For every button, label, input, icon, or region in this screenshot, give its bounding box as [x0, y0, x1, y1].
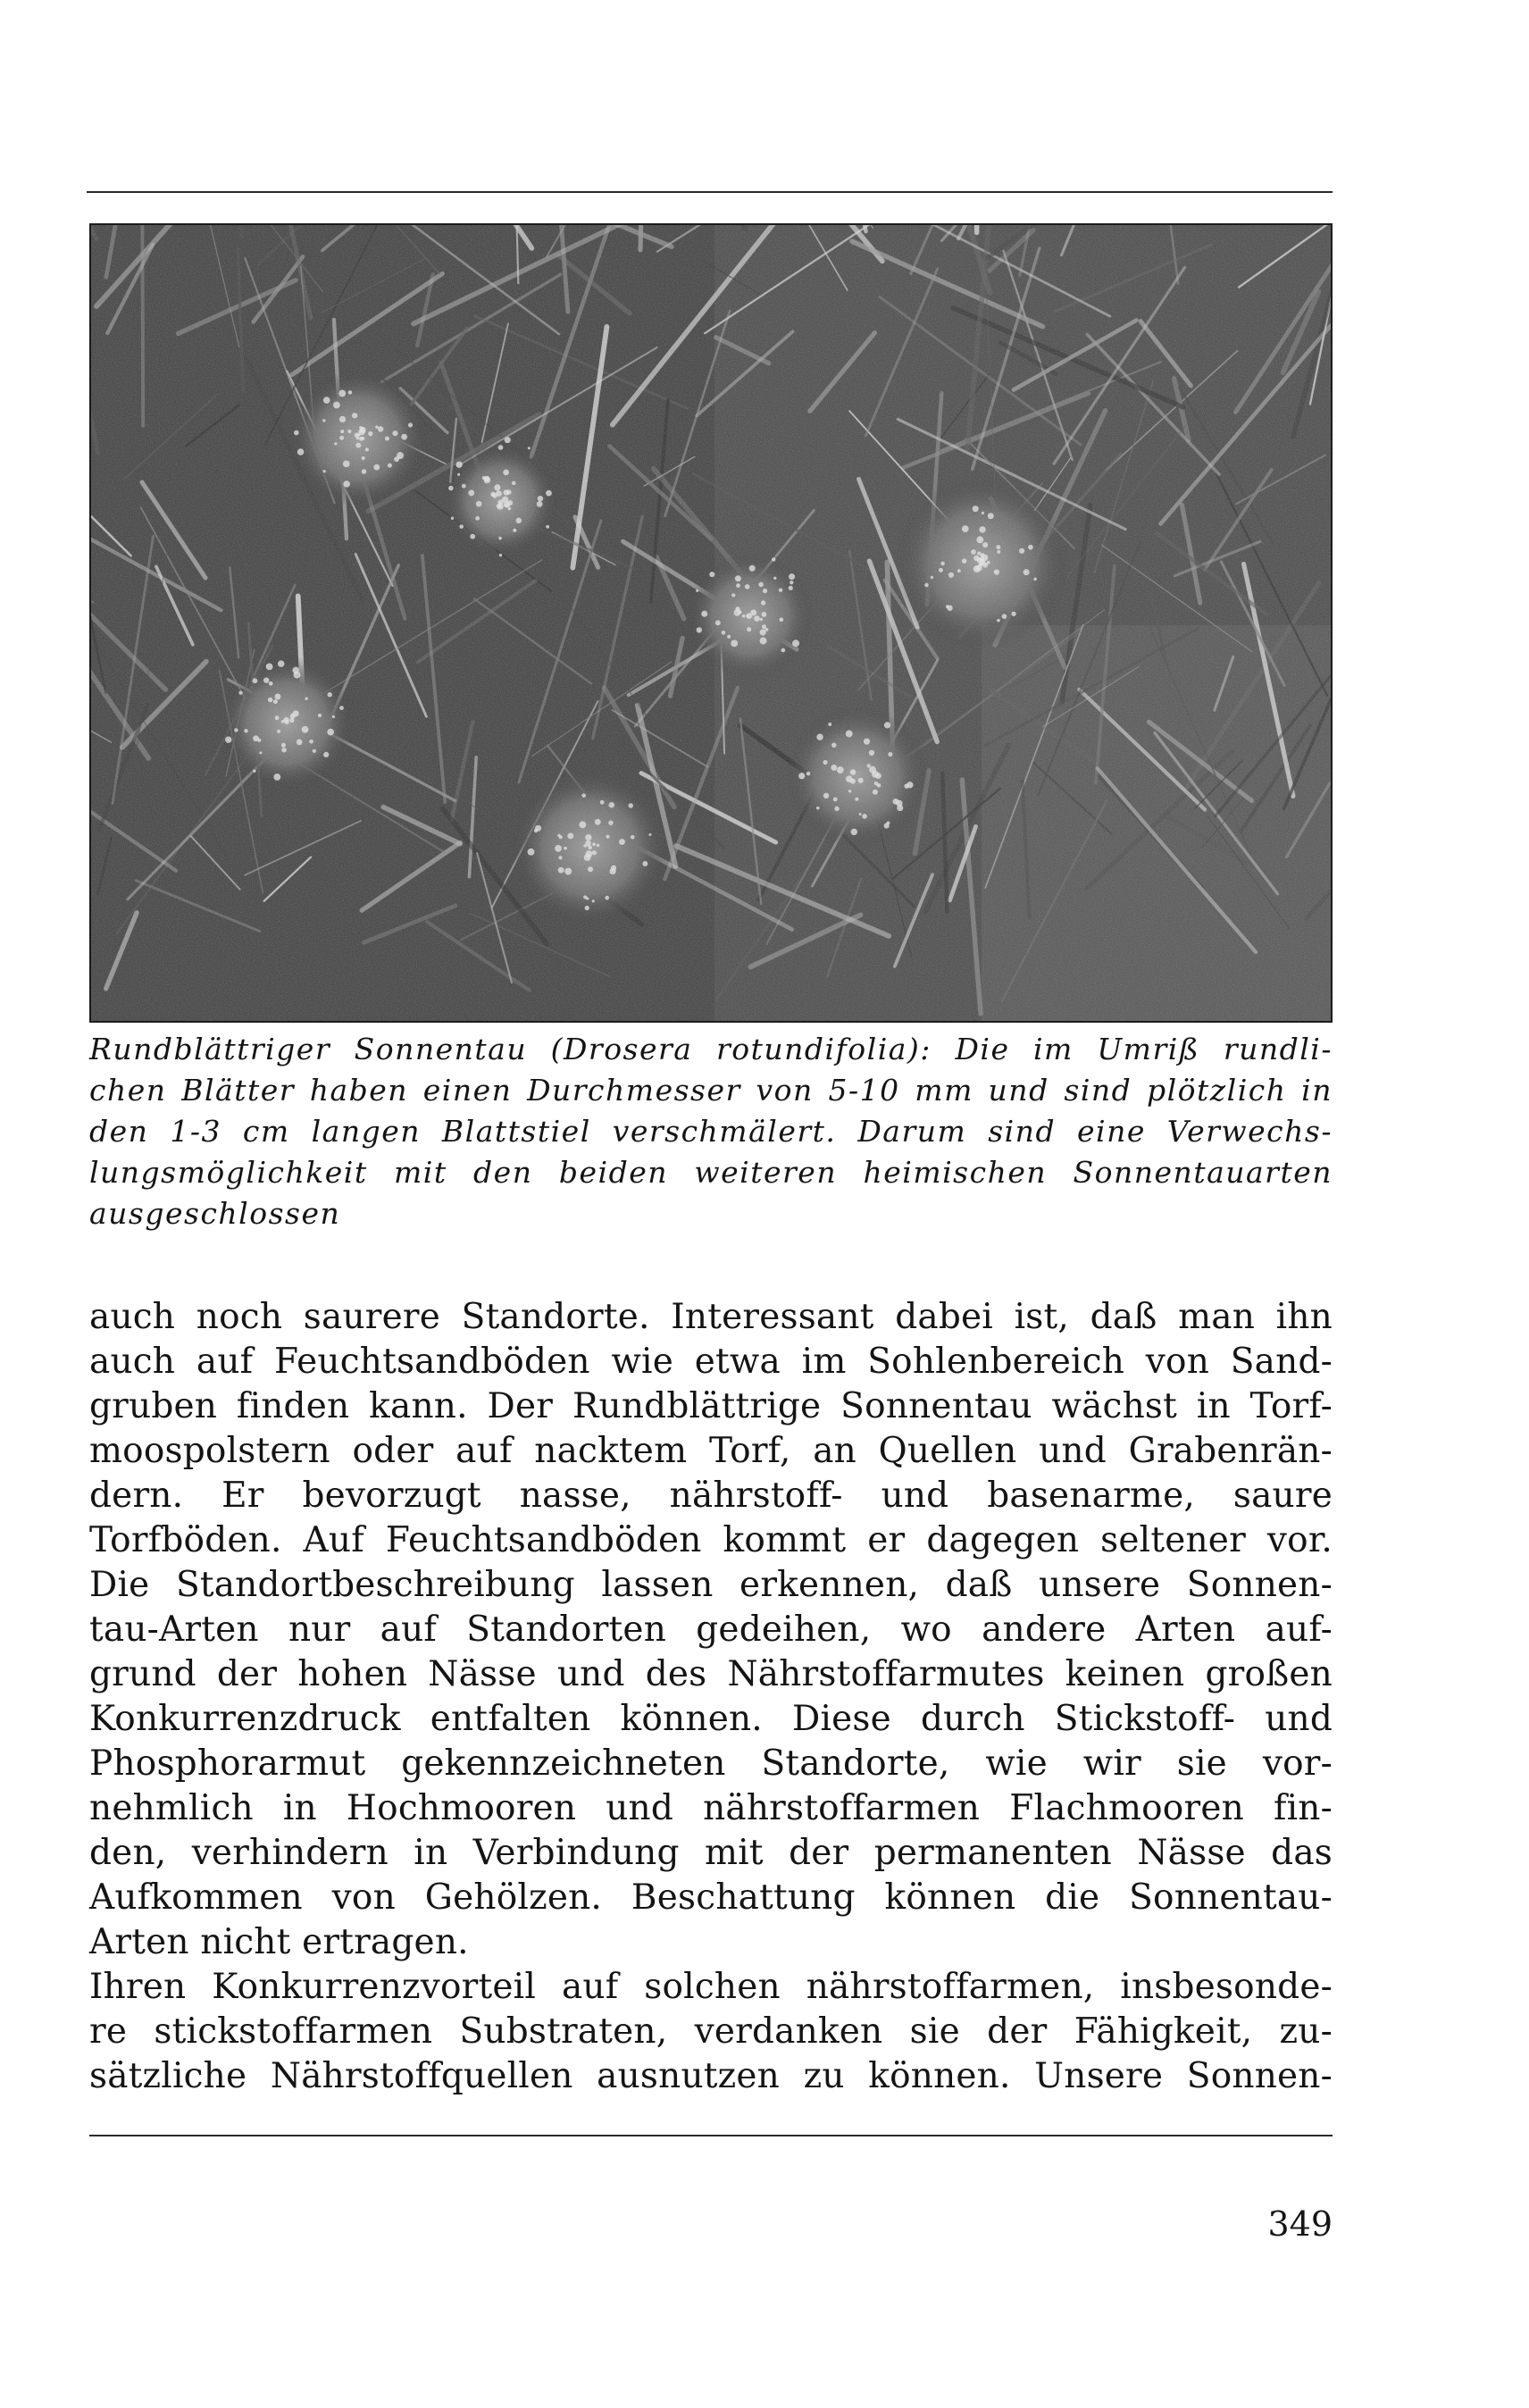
body-line: dern. Er bevorzugt nasse, nährstoff- und basenarme, saure	[89, 1476, 1333, 1516]
caption-line: chen Blätter haben einen Durchmesser von 5-10 mm und sind plötzlich in	[89, 1073, 1333, 1108]
body-line: Aufkommen von Gehölzen. Beschattung können die Sonnentau-	[89, 1877, 1333, 1918]
caption-line: ausgeschlossen	[89, 1196, 341, 1231]
body-line: Ihren Konkurrenzvorteil auf solchen nährstoffarmen, insbesonde-	[89, 1967, 1333, 2007]
body-line: auch noch saurere Standorte. Interessant dabei ist, daß man ihn	[89, 1297, 1333, 1337]
body-line: nehmlich in Hochmooren und nährstoffarmen Flachmooren fin-	[89, 1788, 1333, 1828]
photo-image	[91, 225, 1331, 1021]
body-line: Torfböden. Auf Feuchtsandböden kommt er dagegen seltener vor.	[89, 1520, 1333, 1560]
footer-rule	[89, 2135, 1333, 2136]
caption-line: den 1-3 cm langen Blattstiel verschmälert. Darum sind eine Verwechs-	[89, 1114, 1333, 1149]
body-line: Arten nicht ertragen.	[89, 1922, 469, 1962]
body-paragraphs	[89, 1295, 1333, 2099]
caption-line: Rundblättriger Sonnentau (Drosera rotundifolia): Die im Umriß rundli-	[89, 1032, 1333, 1066]
body-line: re stickstoffarmen Substraten, verdanken sie der Fähigkeit, zu-	[89, 2011, 1333, 2052]
body-line: gruben finden kann. Der Rundblättrige Sonnentau wächst in Torf-	[89, 1386, 1333, 1426]
body-line: moospolstern oder auf nacktem Torf, an Quellen und Grabenrän-	[89, 1431, 1333, 1471]
figure-caption	[89, 1029, 1333, 1234]
caption-line: lungsmöglichkeit mit den beiden weiteren heimischen Sonnentauarten	[89, 1155, 1333, 1190]
body-line: Konkurrenzdruck entfalten können. Diese durch Stickstoff- und	[89, 1699, 1333, 1739]
body-line: Phosphorarmut gekennzeichneten Standorte, wie wir sie vor-	[89, 1743, 1333, 1784]
page-number: 349	[1267, 2204, 1333, 2244]
body-line: sätzliche Nährstoffquellen ausnutzen zu können. Unsere Sonnen-	[89, 2056, 1333, 2096]
body-line: Die Standortbeschreibung lassen erkennen, daß unsere Sonnen-	[89, 1565, 1333, 1605]
sundew-photo	[89, 223, 1333, 1023]
body-line: grund der hohen Nässe und des Nährstoffarmutes keinen großen	[89, 1654, 1333, 1694]
body-line: den, verhindern in Verbindung mit der permanenten Nässe das	[89, 1833, 1333, 1873]
header-rule	[87, 191, 1333, 193]
body-line: tau-Arten nur auf Standorten gedeihen, wo andere Arten auf-	[89, 1610, 1333, 1650]
body-line: auch auf Feuchtsandböden wie etwa im Sohlenbereich von Sand-	[89, 1342, 1333, 1382]
